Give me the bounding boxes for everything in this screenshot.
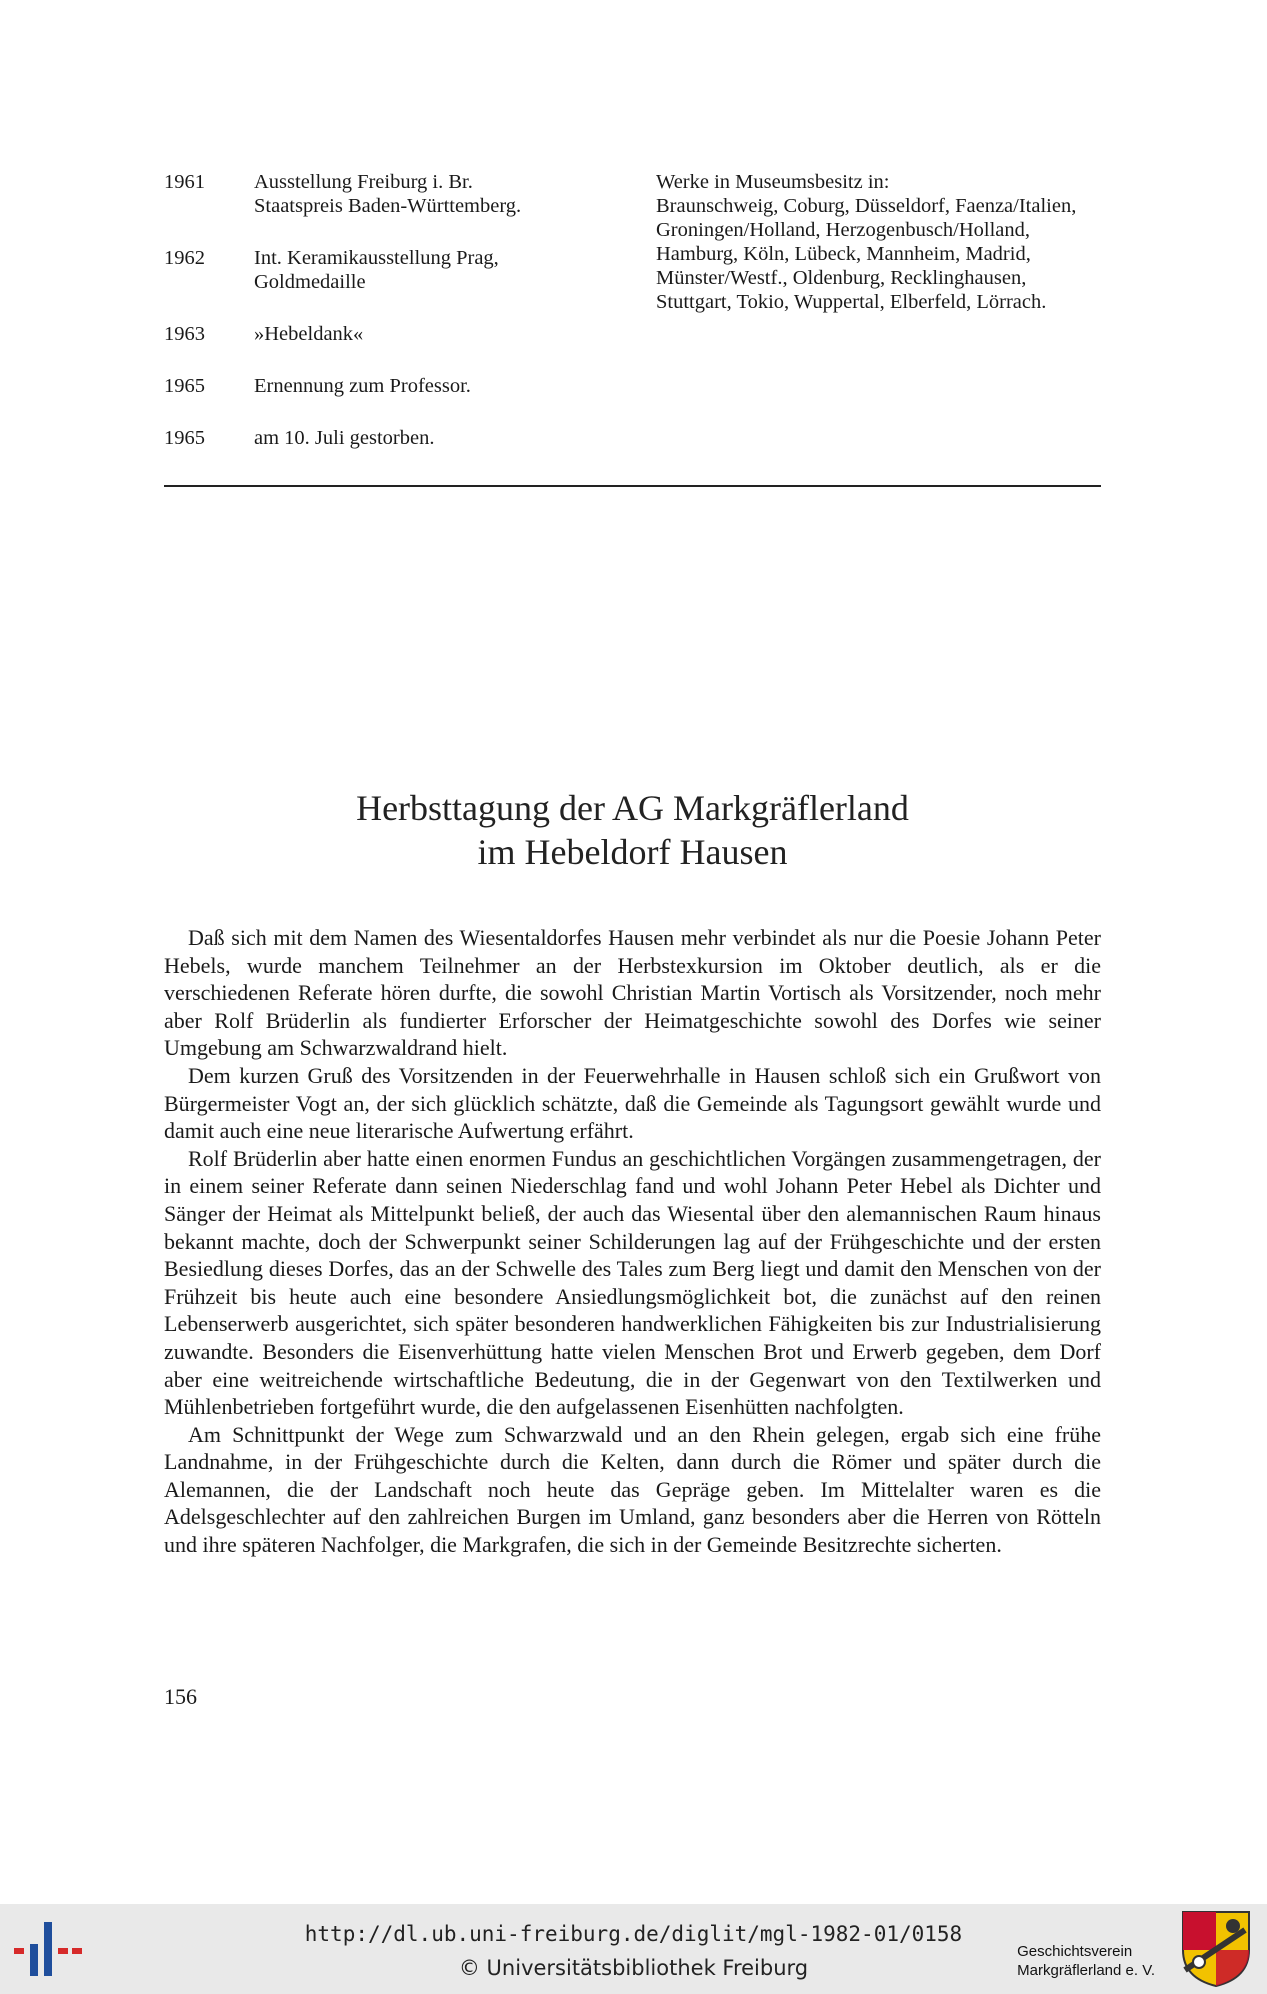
- chronology-entry: [164, 170, 644, 218]
- society-name: [1017, 1942, 1155, 1980]
- chronology-entry: [164, 426, 644, 450]
- society-name-line: Geschichtsverein: [1017, 1943, 1133, 1960]
- chronology-entry: [164, 374, 644, 398]
- chronology-entry: [164, 246, 644, 294]
- coat-of-arms-icon: [1181, 1910, 1251, 1988]
- chronology-text: Ausstellung Freiburg i. Br. Staatspreis Baden-Württemberg.: [254, 171, 522, 217]
- article-title-line: Herbsttagung der AG Markgräflerland: [356, 788, 909, 828]
- chronology-year: 1965: [164, 427, 205, 449]
- article-paragraph: Am Schnittpunkt der Wege zum Schwarzwald und an den Rhein gelegen, ergab sich eine frühe Landnahme, in der Frühgeschichte durch die Kelten, dann durch die Römer und später durch die Alemannen, die der Landschaft noch heute das Gepräge geben. Im Mittelalter waren es die Adelsgeschlechter auf den zahlreichen Burgen im Umland, ganz besonders aber die Herren von Rötteln und ihre späteren Nachfolger, die Markgrafen, die sich in der Gemeinde Besitzrechte sicherten.: [164, 1421, 1101, 1558]
- copyright-notice: © Universitätsbibliothek Freiburg: [458, 1956, 809, 1980]
- article-title: [164, 786, 1101, 874]
- article-body: [164, 924, 1101, 1559]
- chronology-text: Ernennung zum Professor.: [254, 375, 471, 397]
- chronology-text: Int. Keramikausstellung Prag, Goldmedaille: [254, 247, 499, 293]
- museum-holdings-heading: Werke in Museumsbesitz in:: [656, 171, 890, 193]
- chronology-year: 1963: [164, 323, 205, 345]
- article-paragraph: Dem kurzen Gruß des Vorsitzenden in der Feuerwehrhalle in Hausen schloß sich ein Grußwort von Bürgermeister Vogt an, der sich glücklich schätzte, daß die Gemeinde als Tagungsort gewählt wurde und damit auch eine neue literarische Aufwertung erfährt.: [164, 1062, 1101, 1144]
- society-name-line: Markgräflerland e. V.: [1017, 1962, 1155, 1979]
- article-paragraph: Rolf Brüderlin aber hatte einen enormen Fundus an geschichtlichen Vorgängen zusammengetragen, der in einem seiner Referate dann seinen Niederschlag fand und wohl Johann Peter Hebel als Dichter und Sänger der Heimat als Mittelpunkt beließ, der auch das Wiesental über den alemannischen Raum hinaus bekannt machte, doch der Schwerpunkt seiner Schilderungen lag auf der Frühgeschichte und der ersten Besiedlung dieses Dorfes, das an der Schwelle des Tales zum Berg liegt und damit den Menschen von der Frühzeit bis heute auch eine besondere Ansiedlungsmöglichkeit bot, die zunächst auf den reinen Lebenserwerb ausgerichtet, sich später besonderen handwerklichen Fähigkeiten bis zur Industrialisierung zuwandte. Besonders die Eisenverhüttung hatte vielen Menschen Brot und Erwerb gegeben, dem Dorf aber eine weitreichende wirtschaftliche Bedeutung, die in der Gegenwart von den Textilwerken und Mühlenbetrieben fortgeführt wurde, die den aufgelassenen Eisenhütten nachfolgten.: [164, 1145, 1101, 1420]
- chronology-text: »Hebeldank«: [254, 323, 364, 345]
- permalink-url[interactable]: http://dl.ub.uni-freiburg.de/diglit/mgl-1982-01/0158: [304, 1922, 963, 1946]
- chronology-year: 1961: [164, 171, 205, 193]
- library-footer: [0, 1904, 1267, 1994]
- chronology-year: 1965: [164, 375, 205, 397]
- article-paragraph: Daß sich mit dem Namen des Wiesentaldorfes Hausen mehr verbindet als nur die Poesie Johann Peter Hebels, wurde manchem Teilnehmer an der Herbstexkursion im Oktober deutlich, als er die verschiedenen Referate hören durfte, die sowohl Christian Martin Vortisch als Vorsitzender, noch mehr aber Rolf Brüderlin als fundierter Erforscher der Heimatgeschichte sowohl des Dorfes wie seiner Umgebung am Schwarzwaldrand hielt.: [164, 925, 1101, 1061]
- page-number: 156: [164, 1684, 197, 1709]
- chronology-text: am 10. Juli gestorben.: [254, 427, 435, 449]
- chronology-entry: [164, 322, 644, 346]
- chronology-list: [164, 170, 644, 478]
- section-divider: [164, 485, 1101, 487]
- chronology-year: 1962: [164, 247, 205, 269]
- museum-holdings: [656, 170, 1106, 314]
- museum-holdings-list: Braunschweig, Coburg, Düsseldorf, Faenza/Italien, Groningen/Holland, Herzogenbusch/Holland, Hamburg, Köln, Lübeck, Mannheim, Madrid, Münster/Westf., Oldenburg, Recklinghausen, Stuttgart, Tokio, Wuppertal, Elberfeld, Lörrach.: [656, 195, 1077, 313]
- article-title-line: im Hebeldorf Hausen: [477, 832, 788, 872]
